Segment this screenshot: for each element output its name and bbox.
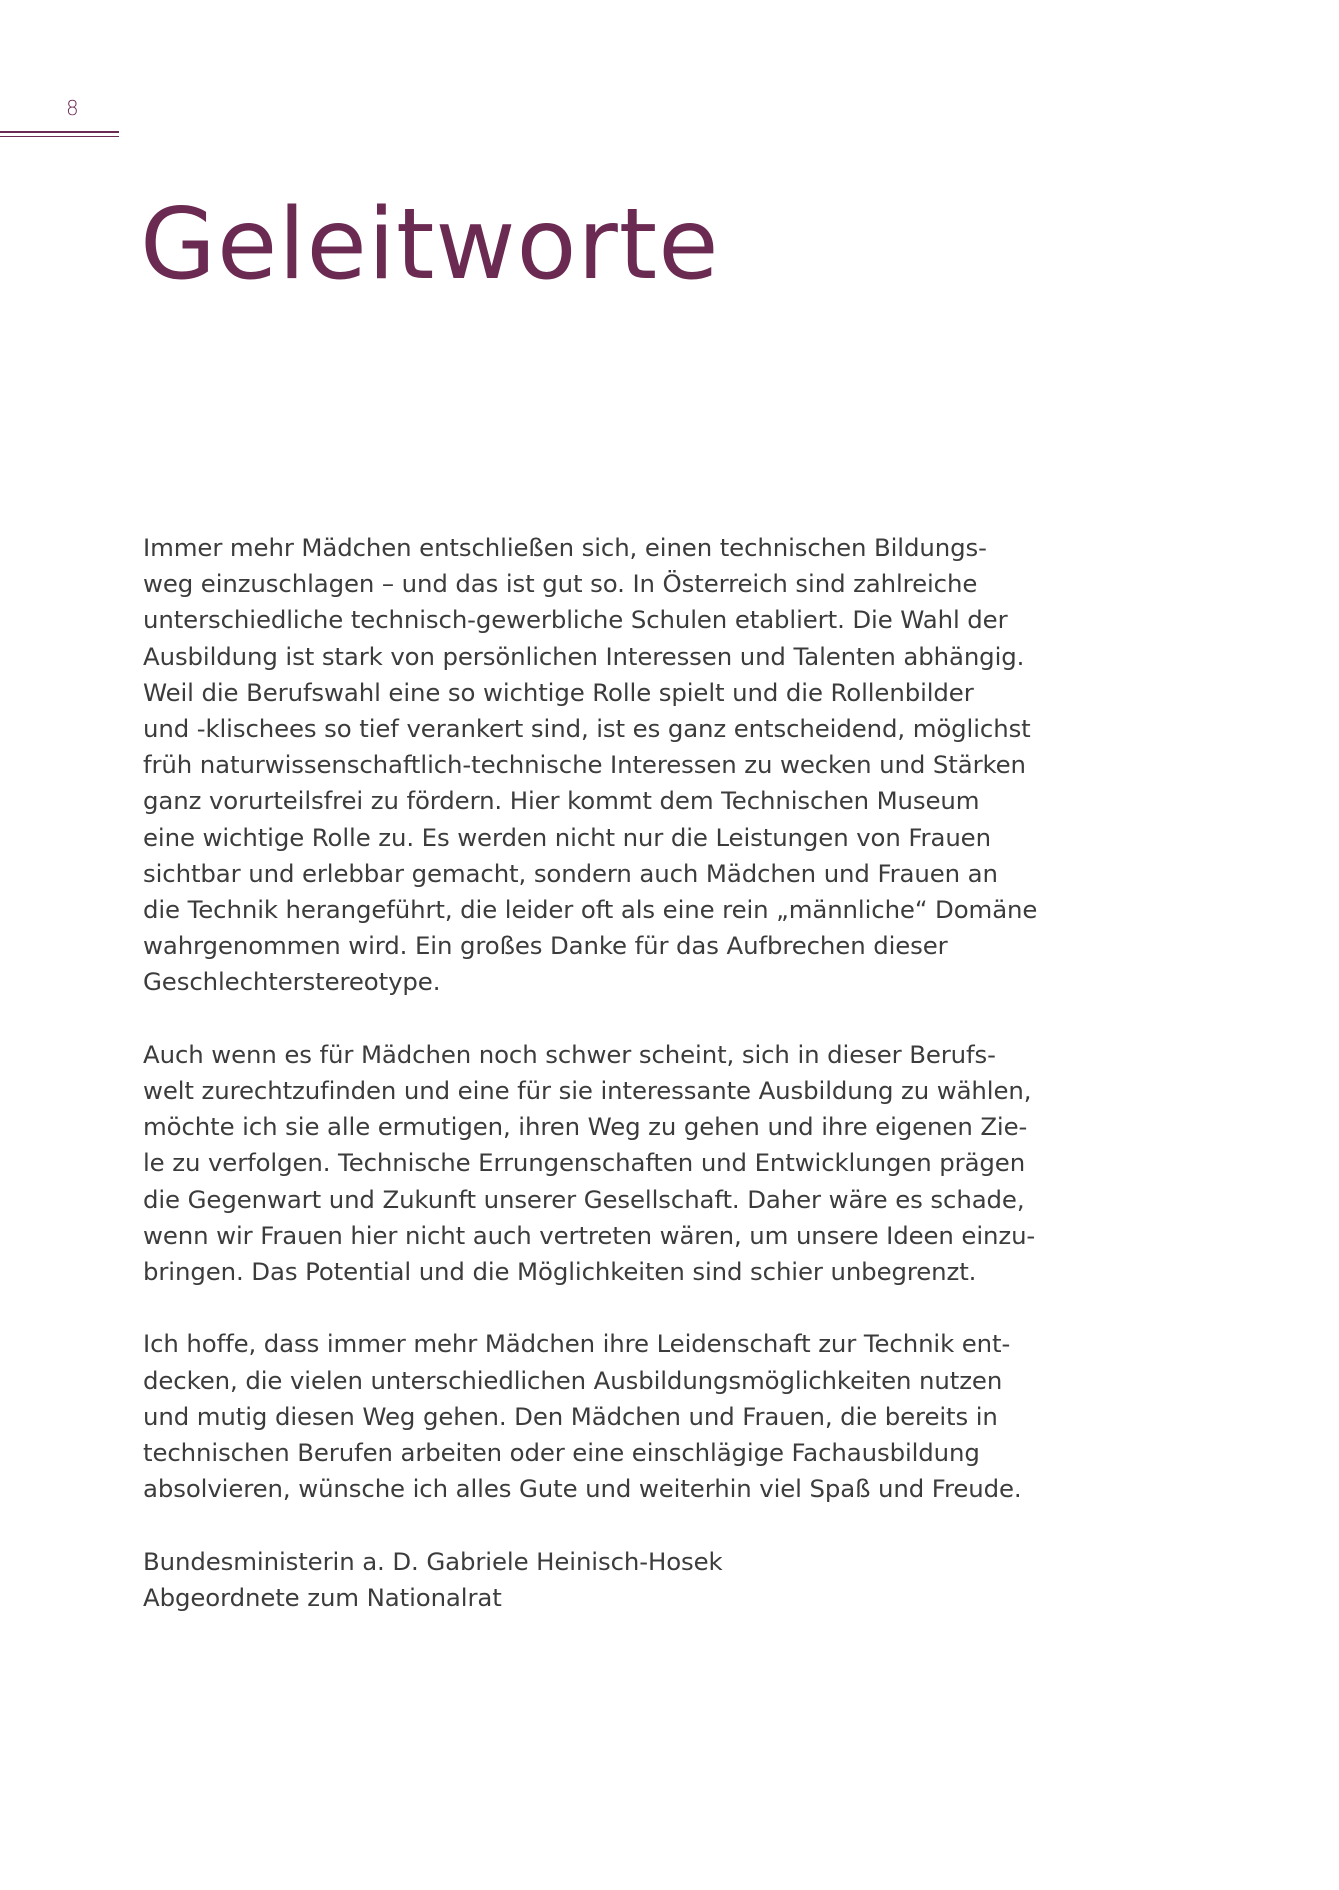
text-line: welt zurechtzufinden und eine für sie interessante Ausbildung zu wählen, [143, 1076, 1032, 1106]
text-line: Ich hoffe, dass immer mehr Mädchen ihre Leidenschaft zur Technik ent- [143, 1329, 1011, 1359]
text-line: die Technik herangeführt, die leider oft als eine rein „männliche“ Domäne [143, 895, 1038, 925]
signature-name: Bundesministerin a. D. Gabriele Heinisch-Hosek [143, 1546, 723, 1576]
text-line: le zu verfolgen. Technische Errungenschaften und Entwicklungen prägen [143, 1148, 1026, 1178]
signature [143, 1544, 1043, 1616]
text-line: und -klischees so tief verankert sind, ist es ganz entscheidend, möglichst [143, 714, 1031, 744]
text-line: Weil die Berufswahl eine so wichtige Rolle spielt und die Rollenbilder [143, 677, 974, 707]
text-line: Geschlechterstereotype. [143, 967, 441, 997]
text-line: die Gegenwart und Zukunft unserer Gesellschaft. Daher wäre es schade, [143, 1184, 1025, 1214]
text-line: sichtbar und erlebbar gemacht, sondern auch Mädchen und Frauen an [143, 858, 998, 888]
text-line: und mutig diesen Weg gehen. Den Mädchen und Frauen, die bereits in [143, 1401, 998, 1431]
text-line: ganz vorurteilsfrei zu fördern. Hier kommt dem Technischen Museum [143, 786, 980, 816]
paragraph-1 [143, 530, 1043, 1001]
text-line: weg einzuschlagen – und das ist gut so. In Österreich sind zahlreiche [143, 569, 978, 599]
text-line: möchte ich sie alle ermutigen, ihren Weg zu gehen und ihre eigenen Zie- [143, 1112, 1028, 1142]
paragraph-3 [143, 1326, 1043, 1507]
page-title: Geleitworte [140, 188, 720, 302]
text-line: eine wichtige Rolle zu. Es werden nicht nur die Leistungen von Frauen [143, 822, 991, 852]
text-line: wahrgenommen wird. Ein großes Danke für das Aufbrechen dieser [143, 931, 948, 961]
text-line: Auch wenn es für Mädchen noch schwer scheint, sich in dieser Berufs- [143, 1039, 996, 1069]
text-line: absolvieren, wünsche ich alles Gute und weiterhin viel Spaß und Freude. [143, 1474, 1022, 1504]
text-line: technischen Berufen arbeiten oder eine einschlägige Fachausbildung [143, 1438, 980, 1468]
text-line: decken, die vielen unterschiedlichen Ausbildungsmöglichkeiten nutzen [143, 1365, 1003, 1395]
page-number-rule [0, 131, 119, 133]
text-line: wenn wir Frauen hier nicht auch vertreten wären, um unsere Ideen einzu- [143, 1220, 1036, 1250]
text-line: Ausbildung ist stark von persönlichen Interessen und Talenten abhängig. [143, 641, 1025, 671]
signature-role: Abgeordnete zum Nationalrat [143, 1582, 502, 1612]
text-line: bringen. Das Potential und die Möglichkeiten sind schier unbegrenzt. [143, 1257, 977, 1287]
text-line: Immer mehr Mädchen entschließen sich, einen technischen Bildungs- [143, 533, 987, 562]
paragraph-2 [143, 1037, 1043, 1290]
text-line: früh naturwissenschaftlich-technische Interessen zu wecken und Stärken [143, 750, 1026, 780]
body-text [143, 530, 1043, 1616]
page-number: 8 [66, 96, 79, 120]
page-number-rule-thin [0, 136, 119, 137]
text-line: unterschiedliche technisch-gewerbliche Schulen etabliert. Die Wahl der [143, 605, 1008, 635]
